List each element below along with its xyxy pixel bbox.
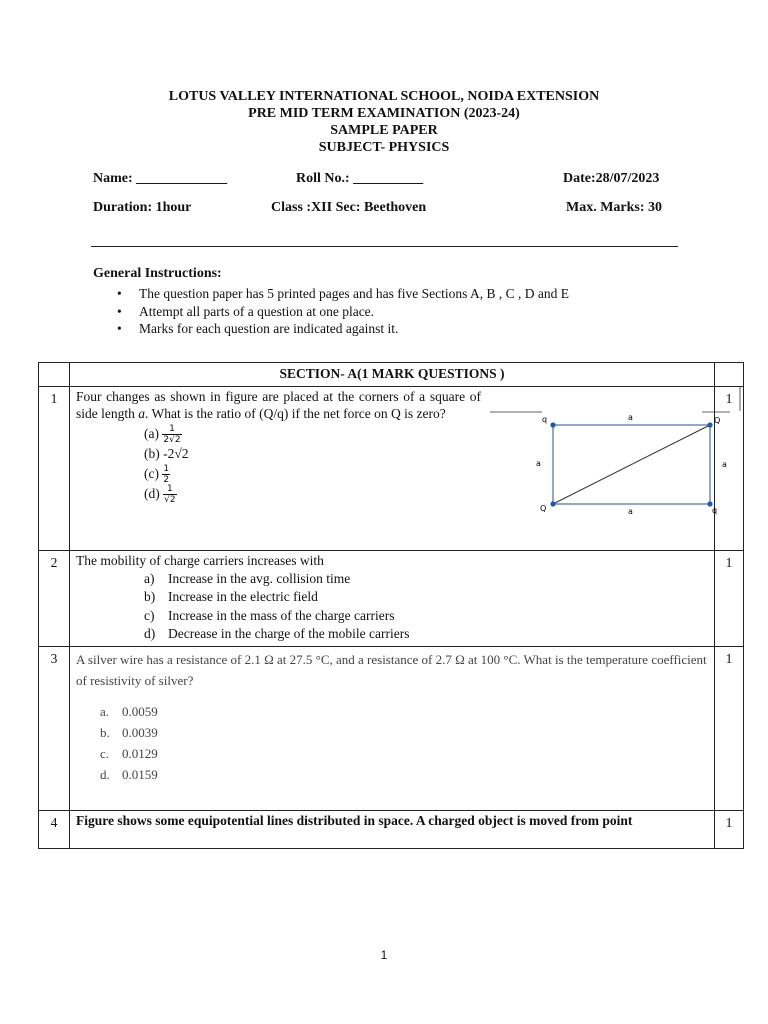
option-a: a) Increase in the avg. collision time xyxy=(144,570,351,586)
fraction: $\frac{1}{√2}$ xyxy=(164,484,176,506)
question-marks: 1 xyxy=(715,647,744,811)
label-q-bottom-right: q xyxy=(712,506,718,515)
question-marks: 1 xyxy=(715,387,744,551)
instruction-item: • Attempt all parts of a question at one place. xyxy=(117,303,569,321)
charge-point xyxy=(550,501,555,506)
label-Q-top-right: Q xyxy=(714,416,721,425)
option-c: (c) $\frac{1}{2}$ xyxy=(144,464,170,486)
options-list xyxy=(144,570,708,644)
diagonal-line xyxy=(553,425,710,504)
duration-field: Duration: 1hour xyxy=(93,200,192,215)
option-b: b) Increase in the electric field xyxy=(144,589,318,604)
question-body xyxy=(70,551,715,647)
questions-table xyxy=(38,362,744,849)
fraction: $\frac{1}{2}$ xyxy=(163,464,170,486)
question-marks: 1 xyxy=(715,551,744,647)
max-marks-field: Max. Marks: 30 xyxy=(566,200,663,215)
question-text: The mobility of charge carriers increases with xyxy=(76,553,324,568)
header-divider xyxy=(91,246,678,247)
question-text: A silver wire has a resistance of 2.1 Ω at 27.5 °C, and a resistance of 2.7 Ω at 100 °C. What is the temperature coefficient of resistivity of silver? xyxy=(76,652,707,688)
charge-point xyxy=(707,422,712,427)
charge-point xyxy=(550,422,555,427)
question-body xyxy=(70,387,727,551)
date-field: Date:28/07/2023 xyxy=(563,171,660,186)
label-side-right: a xyxy=(722,460,727,469)
instruction-item: • Marks for each question are indicated against it. xyxy=(117,320,569,338)
instructions-title: General Instructions: xyxy=(93,266,222,281)
paper-title: SAMPLE PAPER xyxy=(330,123,438,138)
question-number: 3 xyxy=(39,647,70,811)
option-b: b. 0.0039 xyxy=(100,725,158,740)
school-name: LOTUS VALLEY INTERNATIONAL SCHOOL, NOIDA EXTENSION xyxy=(168,89,600,104)
option-d: d) Decrease in the charge of the mobile carriers xyxy=(144,626,410,641)
class-field: Class :XII Sec: Beethoven xyxy=(271,200,427,215)
name-field: Name: _____________ xyxy=(93,171,228,186)
option-d: (d) $\frac{1}{√2}$ xyxy=(144,484,176,506)
question-text: Figure shows some equipotential lines distributed in space. A charged object is moved from point xyxy=(70,811,715,849)
question-row xyxy=(39,811,744,849)
square-charges-figure xyxy=(490,387,740,516)
option-c: c) Increase in the mass of the charge carriers xyxy=(144,607,395,623)
question-number: 4 xyxy=(39,811,70,849)
section-title: SECTION- A(1 MARK QUESTIONS ) xyxy=(70,363,715,387)
exam-title: PRE MID TERM EXAMINATION (2023-24) xyxy=(248,106,520,121)
label-side-top: a xyxy=(628,413,633,422)
label-Q-bottom-left: Q xyxy=(540,504,547,513)
label-side-left: a xyxy=(536,459,541,468)
question-row xyxy=(39,551,744,647)
question-marks: 1 xyxy=(715,811,744,849)
question-body xyxy=(70,647,715,811)
option-d: d. 0.0159 xyxy=(100,767,158,782)
roll-field: Roll No.: __________ xyxy=(296,171,424,186)
instruction-item: • The question paper has 5 printed pages and has five Sections A, B , C , D and E xyxy=(117,285,569,303)
fraction: $\frac{1}{2√2}$ xyxy=(163,424,181,446)
question-text: Four changes as shown in figure are placed at the corners of a square of side length a. What is the ratio of (Q/q) if the net force on Q is zero? xyxy=(76,389,481,421)
option-a: (a) $\frac{1}{2√2}$ xyxy=(144,424,181,446)
option-c: c. 0.0129 xyxy=(100,746,158,761)
section-marks-cell xyxy=(715,363,744,387)
options-list xyxy=(100,701,708,785)
question-row xyxy=(39,387,744,551)
page-number: 1 xyxy=(380,948,388,962)
question-row xyxy=(39,647,744,811)
label-side-bottom: a xyxy=(628,507,633,516)
question-number: 1 xyxy=(39,387,70,551)
question-number: 2 xyxy=(39,551,70,647)
option-a: a. 0.0059 xyxy=(100,704,158,719)
option-b: (b) -2√2 xyxy=(144,446,189,461)
instructions-list xyxy=(117,285,569,338)
subject-title: SUBJECT- PHYSICS xyxy=(318,140,450,155)
label-q-top-left: q xyxy=(542,415,548,424)
section-num-cell xyxy=(39,363,70,387)
